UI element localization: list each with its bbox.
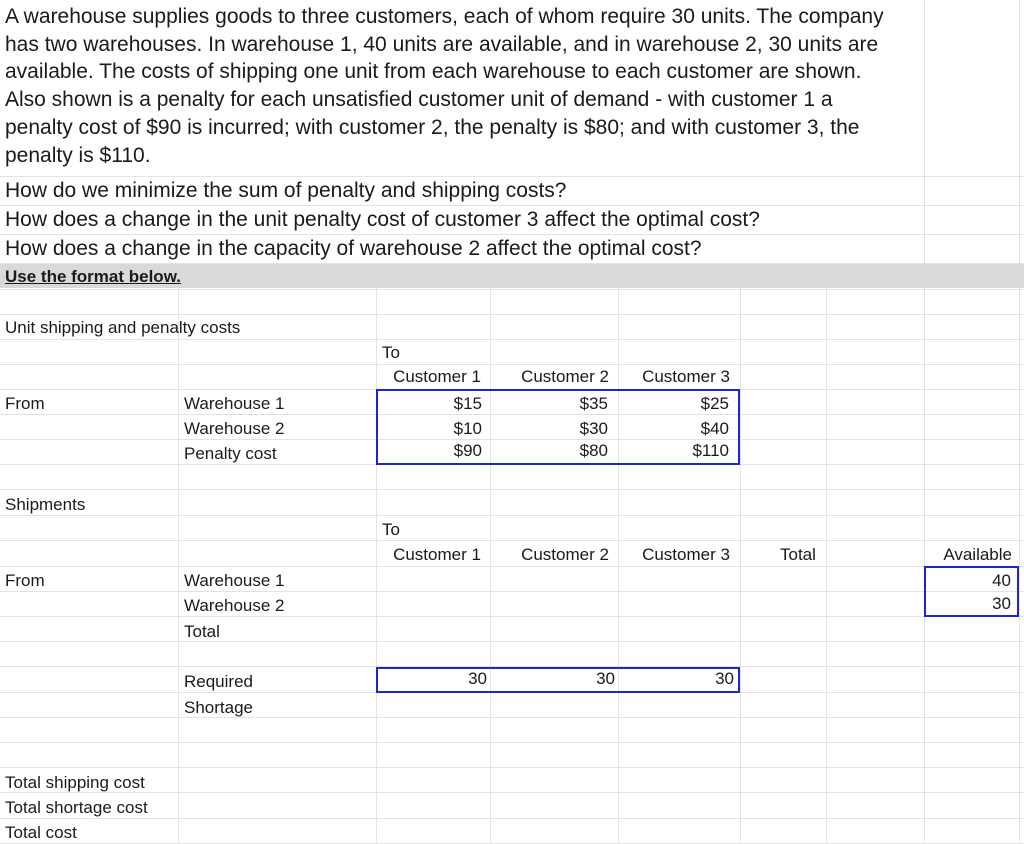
costs-header-customer-2: Customer 2 xyxy=(521,367,609,386)
cost-cell[interactable]: $10 xyxy=(453,419,482,438)
cost-cell[interactable]: $40 xyxy=(700,419,729,438)
cost-cell[interactable]: $30 xyxy=(579,419,608,438)
format-note: Use the format below. xyxy=(5,267,182,286)
costs-header-customer-1: Customer 1 xyxy=(393,367,481,386)
penalty-cell[interactable]: $80 xyxy=(579,441,608,460)
costs-row-label: Warehouse 1 xyxy=(184,394,285,413)
shortage-label: Shortage xyxy=(184,698,253,717)
shipments-header-customer-2: Customer 2 xyxy=(521,545,609,564)
required-cell[interactable]: 30 xyxy=(468,669,487,688)
shipments-header-available: Available xyxy=(943,545,1012,564)
shipments-row-label: Warehouse 2 xyxy=(184,596,285,615)
available-range-border xyxy=(924,566,1019,617)
cost-cell[interactable]: $35 xyxy=(579,394,608,413)
cost-cell[interactable]: $25 xyxy=(700,394,729,413)
total-cost-label: Total cost xyxy=(5,823,77,842)
costs-from-label: From xyxy=(5,394,45,413)
costs-input-range-border xyxy=(376,389,740,465)
problem-description: A warehouse supplies goods to three customers, each of whom require 30 units. The company has two warehouses. In warehouse 1, 40 units are available, and in warehouse 2, 30 units are available. The costs of shipping one unit from each warehouse to each customer are shown. Also shown is a penalty for each unsatisfied customer unit of demand - with customer 1 a penalty cost of $90 is incurred; with customer 2, the penalty is $80; and with customer 3, the penalty is $110. xyxy=(5,5,884,167)
question-1: How do we minimize the sum of penalty and shipping costs? xyxy=(5,179,567,202)
required-range-border xyxy=(376,667,740,693)
costs-row-label: Penalty cost xyxy=(184,444,277,463)
shipments-header-customer-1: Customer 1 xyxy=(393,545,481,564)
total-shipping-cost-label: Total shipping cost xyxy=(5,773,145,792)
costs-header-customer-3: Customer 3 xyxy=(642,367,730,386)
costs-row-label: Warehouse 2 xyxy=(184,419,285,438)
shipments-title: Shipments xyxy=(5,495,86,514)
cost-cell[interactable]: $15 xyxy=(453,394,482,413)
question-2: How does a change in the unit penalty cost of customer 3 affect the optimal cost? xyxy=(5,208,760,231)
question-3: How does a change in the capacity of warehouse 2 affect the optimal cost? xyxy=(5,237,702,260)
shipments-header-total: Total xyxy=(780,545,816,564)
shipments-row-label: Warehouse 1 xyxy=(184,571,285,590)
penalty-cell[interactable]: $110 xyxy=(692,441,729,460)
total-shortage-cost-label: Total shortage cost xyxy=(5,798,148,817)
costs-to-label: To xyxy=(382,343,400,362)
shipments-row-label: Total xyxy=(184,622,220,641)
shipments-from-label: From xyxy=(5,571,45,590)
required-cell[interactable]: 30 xyxy=(596,669,615,688)
penalty-cell[interactable]: $90 xyxy=(453,441,482,460)
shipments-header-customer-3: Customer 3 xyxy=(642,545,730,564)
required-label: Required xyxy=(184,672,253,691)
required-cell[interactable]: 30 xyxy=(715,669,734,688)
available-cell[interactable]: 40 xyxy=(992,571,1011,590)
available-cell[interactable]: 30 xyxy=(992,594,1011,613)
costs-title: Unit shipping and penalty costs xyxy=(5,318,241,337)
shipments-to-label: To xyxy=(382,520,400,539)
